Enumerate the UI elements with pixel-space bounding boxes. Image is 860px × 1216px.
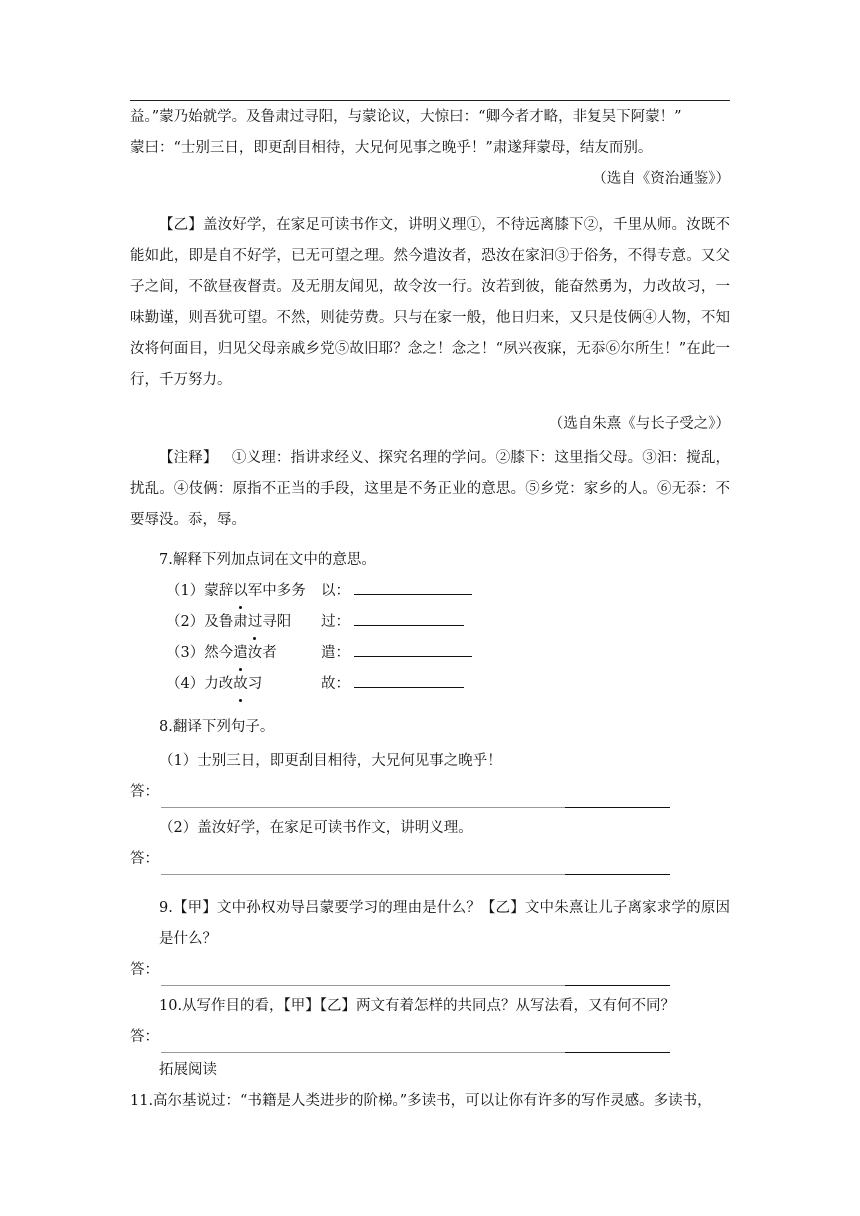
- question-text: 9.【甲】文中孙权劝导吕蒙要学习的理由是什么？【乙】文中朱熹让儿子离家求学的原因是什么？: [159, 900, 730, 947]
- section-heading: 拓展阅读: [159, 1062, 217, 1078]
- answer-line-end: [565, 1034, 670, 1053]
- word-label: 遣：: [321, 645, 350, 661]
- notes-text: ①义理：指讲求经义、探究名理的学问。②膝下：这里指父母。③汩：搅乱，扰乱。④伎俩：原指不正当的手段，这里是不务正业的意思。⑤乡党：家乡的人。⑥无忝：不要辱没。忝，辱。: [130, 450, 731, 528]
- answer-blank[interactable]: [354, 640, 472, 657]
- answer-label: 答：: [130, 1029, 159, 1045]
- section-label: 【乙】: [159, 217, 203, 233]
- answer-line-end: [565, 789, 670, 808]
- answer-line[interactable]: [161, 967, 565, 986]
- word-label: 故：: [321, 676, 350, 692]
- dotted-word: 以: [233, 576, 248, 607]
- question-8: [130, 712, 670, 875]
- question-subitem: （2）盖汝好学，在家足可读书作文，讲明义理。: [159, 820, 473, 836]
- word-label: 以：: [321, 583, 350, 599]
- question-9: [130, 893, 730, 986]
- answer-line[interactable]: [161, 856, 565, 875]
- item-text: 汝者: [247, 645, 277, 661]
- text-line: 蒙曰：“士别三日，即更刮目相待，大兄何见事之晚乎！”肃遂拜蒙母，结友而别。: [130, 140, 653, 156]
- passage-jia-ending: [130, 102, 730, 195]
- answer-row: [130, 844, 670, 875]
- answer-row: [130, 955, 670, 986]
- vocab-item: [166, 607, 730, 638]
- item-number: （1）: [166, 583, 205, 599]
- item-number: （3）: [166, 645, 205, 661]
- vocab-item: [166, 669, 730, 700]
- answer-blank[interactable]: [354, 578, 472, 595]
- answer-row: [130, 777, 670, 808]
- question-text: 11.高尔基说过：“书籍是人类进步的阶梯。”多读书，可以让你有许多的写作灵感。多读书，: [130, 1093, 712, 1109]
- answer-blank[interactable]: [354, 671, 464, 688]
- answer-label: 答：: [130, 784, 159, 800]
- dotted-word: 遣: [233, 638, 248, 669]
- answer-line-end: [565, 856, 670, 875]
- answer-label: 答：: [130, 851, 159, 867]
- notes-paragraph: [130, 443, 730, 536]
- notes: [130, 443, 730, 536]
- item-text: 然今: [204, 645, 234, 661]
- source-citation: （选自朱熹《与长子受之》）: [548, 416, 730, 432]
- answer-line-end: [565, 967, 670, 986]
- question-10: [130, 991, 730, 1053]
- passage-paragraph: [130, 210, 730, 396]
- item-text: 军中多务: [247, 583, 306, 599]
- answer-label: 答：: [130, 962, 159, 978]
- question-text: 10.从写作目的看，【甲】【乙】两文有着怎样的共同点？从写法看，又有何不同？: [159, 998, 676, 1014]
- passage-text: 盖汝好学，在家足可读书作文，讲明义理①，不待远离膝下②，千里从师。汝既不能如此，即是自不好学，已无可望之理。然今遣汝者，恐汝在家汩③于俗务，不得专意。又父子之间，不欲昼夜督责。及无朋友闻见，故令汝一行。汝若到彼，能奋然勇为，力改故习，一味勤谨，则吾犹可望。不然，则徒劳费。只与在家一般，他日归来，又只是伎俩④人物，不知汝将何面目，归见父母亲戚乡党⑤故旧耶？念之！念之！“夙兴夜寐，无忝⑥尔所生！”在此一行，千万努力。: [130, 217, 730, 388]
- header-rule: [130, 100, 730, 101]
- item-text: 习: [247, 676, 263, 692]
- vocab-item: [166, 638, 730, 669]
- answer-row: [130, 1022, 670, 1053]
- item-text: 力改: [204, 676, 234, 692]
- answer-blank[interactable]: [354, 609, 464, 626]
- source-citation: （选自《资治通鉴》）: [592, 171, 730, 187]
- text-line: 益。”蒙乃始就学。及鲁肃过寻阳，与蒙论议，大惊曰：“卿今者才略，非复吴下阿蒙！”: [130, 109, 682, 125]
- item-text: 及鲁肃: [204, 614, 248, 630]
- dotted-word: 过: [248, 607, 263, 638]
- question-text: 7.解释下列加点词在文中的意思。: [159, 552, 376, 568]
- vocab-item: [166, 576, 730, 607]
- dotted-word: 故: [233, 669, 248, 700]
- item-number: （4）: [166, 676, 205, 692]
- item-text: 寻阳: [262, 614, 292, 630]
- extended-reading: [130, 1055, 730, 1117]
- question-text: 8.翻译下列句子。: [159, 719, 275, 735]
- item-text: 蒙辞: [204, 583, 234, 599]
- notes-label: 【注释】: [159, 450, 218, 466]
- question-7: [130, 545, 730, 700]
- vocab-list: [130, 576, 730, 700]
- answer-line[interactable]: [161, 1034, 565, 1053]
- question-subitem: （1）士别三日，即更刮目相待，大兄何见事之晚乎！: [159, 753, 502, 769]
- answer-line[interactable]: [161, 789, 565, 808]
- passage-yi-source: [130, 409, 730, 440]
- word-label: 过：: [321, 614, 350, 630]
- passage-yi: [130, 210, 730, 396]
- item-number: （2）: [166, 614, 205, 630]
